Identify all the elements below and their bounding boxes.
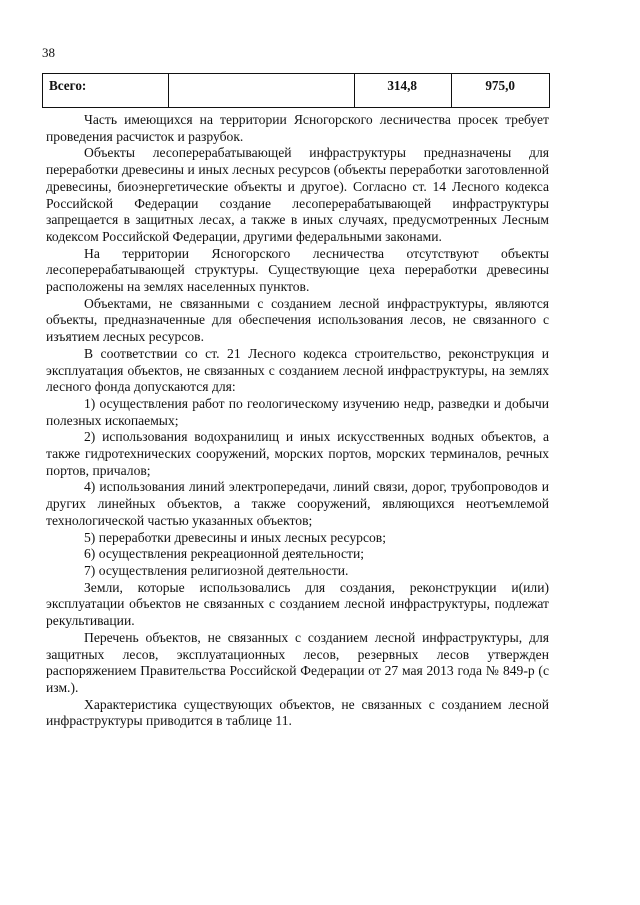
paragraph: Часть имеющихся на территории Ясногорского лесничества просек требует проведения расчисток и разрубок. [46, 112, 549, 144]
paragraph: В соответствии со ст. 21 Лесного кодекса строительство, реконструкция и эксплуатация объектов, не связанных с созданием лесной инфраструктуры, на землях лесного фонда допускаются для: [46, 345, 549, 395]
total-table [42, 73, 550, 108]
list-item: 2) использования водохранилищ и иных искусственных водных объектов, а также гидротехнических сооружений, морских портов, морских терминалов, речных портов, причалов; [46, 429, 549, 478]
list-item: 7) осуществления религиозной деятельности. [84, 562, 349, 578]
total-value-2-cell: 975,0 [452, 74, 550, 108]
list-item: 1) осуществления работ по геологическому изучению недр, разведки и добычи полезных ископаемых; [46, 395, 549, 428]
paragraph: Объекты лесоперерабатывающей инфраструктуры предназначены для переработки древесины и иных лесных ресурсов (объекты переработки заготовленной древесины, биоэнергетические объекты и другое). Согласно ст. 14 Лесного кодекса Российской Федерации создание лесоперерабатывающей инфраструктуры запрещается в защитных лесах, а также в иных случаях, предусмотренных Лесным кодексом Российской Федерации, другими федеральными законами. [46, 145, 549, 244]
paragraph: Характеристика существующих объектов, не связанных с созданием лесной инфраструктуры приводится в таблице 11. [46, 696, 549, 729]
list-item: 4) использования линий электропередачи, линий связи, дорог, трубопроводов и других линейных объектов, а также сооружений, являющихся неотъемлемой технологической частью указанных объектов; [46, 479, 549, 528]
list-item: 5) переработки древесины и иных лесных ресурсов; [84, 529, 387, 545]
list-item: 6) осуществления рекреационной деятельности; [84, 546, 365, 562]
paragraph: На территории Ясногорского лесничества отсутствуют объекты лесоперерабатывающей структуры. Существующие цеха переработки древесины расположены на землях населенных пунктов. [46, 245, 549, 295]
total-value-1-cell: 314,8 [355, 74, 452, 108]
total-label-cell: Всего: [43, 74, 169, 108]
body-text [46, 112, 549, 730]
page-number: 38 [42, 45, 55, 60]
paragraph: Земли, которые использовались для создания, реконструкции и(или) эксплуатации объектов не связанных с созданием лесной инфраструктуры, подлежат рекультивации. [46, 579, 549, 629]
table-row-total [43, 74, 550, 108]
total-empty-cell [169, 74, 355, 108]
paragraph: Объектами, не связанными с созданием лесной инфраструктуры, являются объекты, предназначенные для обеспечения использования лесов, не связанного с изъятием лесных ресурсов. [46, 295, 549, 345]
paragraph: Перечень объектов, не связанных с созданием лесной инфраструктуры, для защитных лесов, эксплуатационных лесов, резервных лесов утвержден распоряжением Правительства Российской Федерации от 27 мая 2013 года № 849-р (с изм.). [46, 629, 549, 695]
